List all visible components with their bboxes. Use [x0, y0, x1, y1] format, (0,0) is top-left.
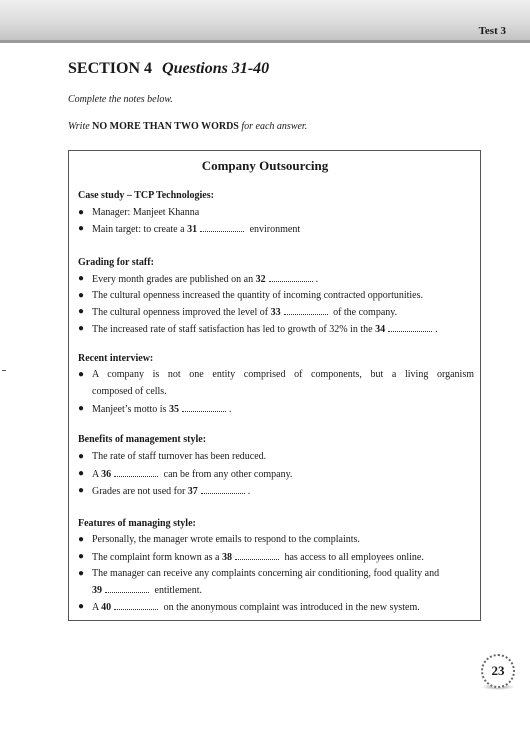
question-number-35: 35	[168, 404, 179, 415]
bullet: ●	[78, 223, 85, 234]
features-item-2	[92, 550, 424, 564]
interview-item-2	[92, 402, 231, 416]
note-text: Grades are not used for	[92, 486, 188, 497]
bullet: ●	[78, 403, 85, 414]
bullet: ●	[78, 306, 85, 317]
instruction-emphasis: NO MORE THAN TWO WORDS	[92, 121, 239, 132]
grading-heading: Grading for staff:	[78, 257, 154, 268]
question-number-39: 39	[92, 585, 102, 596]
note-text: .	[435, 324, 438, 335]
question-number-40: 40	[101, 602, 112, 613]
benefits-heading: Benefits of management style:	[78, 434, 207, 445]
bullet: ●	[78, 207, 85, 218]
note-text: on the anonymous complaint was introduced in the new system.	[161, 602, 420, 613]
case-manager: Manager: Manjeet Khanna	[92, 207, 200, 218]
interview-item-1-line-1: A company is not one entity comprised of components, but a living organism	[92, 369, 474, 380]
grading-item-1	[92, 272, 318, 286]
question-number-33: 33	[270, 307, 281, 318]
notes-title: Company Outsourcing	[201, 158, 329, 173]
answer-blank-37[interactable]	[201, 484, 245, 494]
note-text: The complaint form known as a	[92, 552, 222, 563]
note-text: .	[315, 274, 319, 285]
question-number-36: 36	[101, 469, 112, 480]
features-heading: Features of managing style:	[78, 518, 196, 529]
benefits-item-1: The rate of staff turnover has been reduced.	[92, 451, 267, 462]
section-title	[68, 60, 269, 78]
grading-item-3	[92, 305, 397, 319]
instruction-complete: Complete the notes below.	[68, 94, 173, 105]
question-number-34: 34	[375, 324, 386, 335]
answer-blank-38[interactable]	[235, 550, 279, 560]
header-rule	[0, 40, 530, 43]
note-text: .	[247, 486, 251, 497]
answer-blank-32[interactable]	[269, 272, 313, 282]
note-text: The cultural openness improved the level of	[92, 307, 271, 318]
features-item-4	[92, 600, 420, 614]
features-item-1: Personally, the manager wrote emails to respond to the complaints.	[92, 534, 360, 545]
margin-mark	[2, 370, 6, 371]
answer-blank-36[interactable]	[114, 467, 158, 477]
answer-blank-40[interactable]	[114, 600, 158, 610]
case-target	[92, 222, 300, 236]
interview-item-1-line-2: composed of cells.	[92, 386, 167, 397]
grading-item-2: The cultural openness increased the quantity of incoming contracted opportunities.	[92, 290, 424, 301]
instruction-word-limit	[68, 121, 307, 132]
answer-blank-31[interactable]	[200, 222, 244, 232]
note-text: .	[228, 404, 232, 415]
page-number-badge: 23	[481, 654, 515, 688]
note-text: Main target: to create a	[92, 224, 188, 235]
note-text: A	[92, 469, 102, 480]
case-study-heading: Case study – TCP Technologies:	[78, 190, 214, 201]
question-number-32: 32	[255, 274, 266, 285]
bullet: ●	[78, 451, 85, 462]
questions-range: Questions 31-40	[162, 60, 270, 77]
note-text: Manjeet’s motto is	[92, 404, 169, 415]
note-text: A	[92, 602, 102, 613]
note-text: can be from any other company.	[161, 469, 293, 480]
bullet: ●	[78, 369, 85, 380]
bullet: ●	[78, 534, 85, 545]
note-text: The increased rate of staff satisfaction has led to growth of 32% in the	[92, 324, 376, 335]
grading-item-4	[92, 322, 438, 336]
test-label: Test 3	[478, 25, 506, 37]
features-item-3-line-2	[92, 583, 202, 597]
bullet: ●	[78, 290, 85, 301]
answer-blank-35[interactable]	[182, 402, 226, 412]
interview-heading: Recent interview:	[78, 353, 154, 364]
note-text: of the company.	[330, 307, 398, 318]
answer-blank-39[interactable]	[105, 583, 149, 593]
note-text: entitlement.	[152, 585, 202, 596]
section-label: SECTION 4	[68, 60, 153, 77]
bullet: ●	[78, 568, 85, 579]
question-number-31: 31	[187, 224, 198, 235]
question-number-37: 37	[187, 486, 198, 497]
header-bar	[0, 0, 530, 40]
benefits-item-3	[92, 484, 250, 498]
features-item-3-line-1: The manager can receive any complaints concerning air conditioning, food quality and	[92, 568, 440, 579]
answer-blank-34[interactable]	[388, 322, 432, 332]
benefits-item-2	[92, 467, 292, 481]
question-number-38: 38	[221, 552, 232, 563]
bullet: ●	[78, 468, 85, 479]
bullet: ●	[78, 273, 85, 284]
instruction-text: for each answer.	[238, 121, 308, 132]
answer-blank-33[interactable]	[284, 305, 328, 315]
instruction-text: Write	[68, 121, 93, 132]
bullet: ●	[78, 323, 85, 334]
bullet: ●	[78, 485, 85, 496]
bullet: ●	[78, 551, 85, 562]
bullet: ●	[78, 601, 85, 612]
note-text: environment	[247, 224, 301, 235]
note-text: has access to all employees online.	[281, 552, 424, 563]
note-text: Every month grades are published on an	[92, 274, 256, 285]
